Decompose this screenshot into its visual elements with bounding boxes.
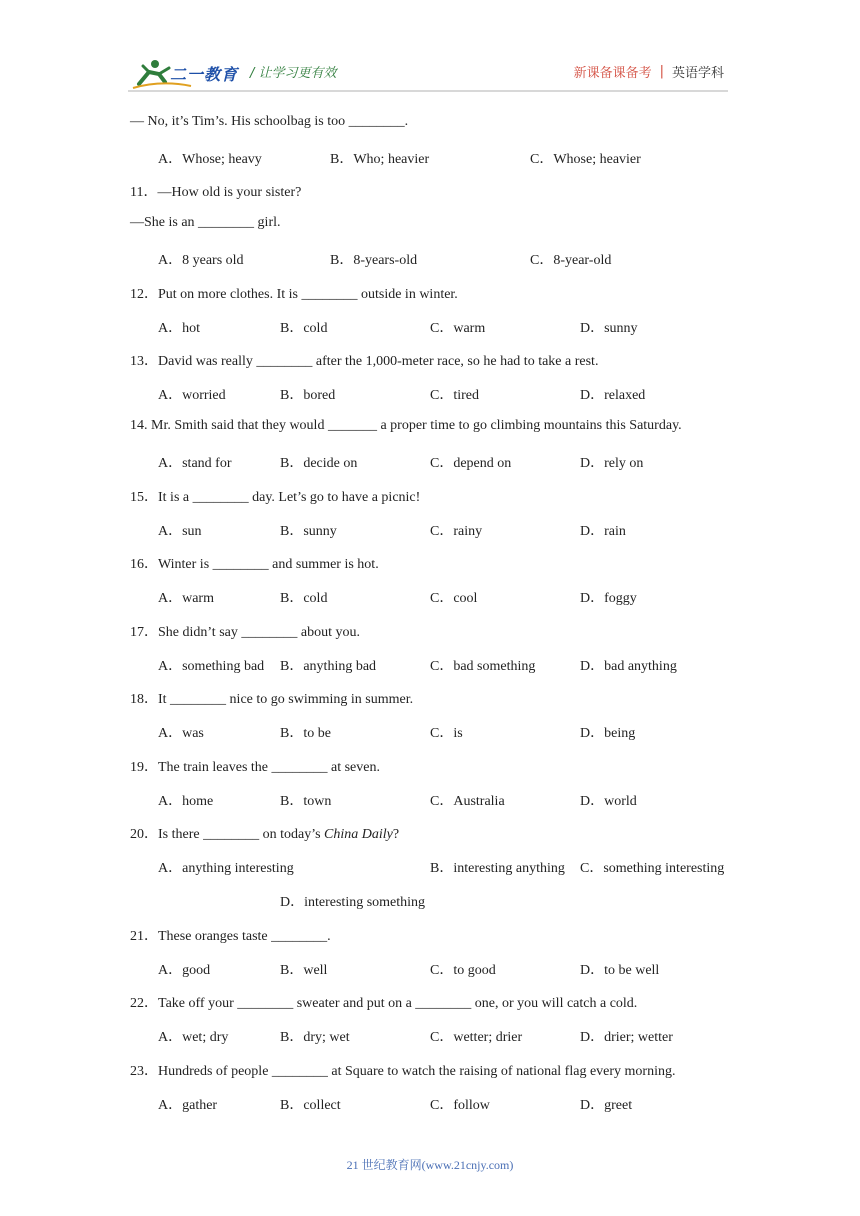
option-a: A．home — [158, 794, 214, 809]
option-c: C．Whose; heavier — [530, 152, 641, 167]
option-b: B．interesting anything — [430, 861, 565, 876]
option-c: C．tired — [430, 388, 479, 403]
option-d: D．foggy — [580, 591, 637, 606]
option-a: A．stand for — [158, 456, 232, 471]
option-b: B．8-years-old — [330, 253, 418, 268]
option-b: B．town — [280, 794, 332, 809]
option-c: C．rainy — [430, 524, 483, 539]
option-d: D．rely on — [580, 456, 644, 471]
option-b: B．cold — [280, 591, 328, 606]
question-stem: 17．She didn’t say ________ about you. — [130, 625, 360, 640]
question-stem: 14. Mr. Smith said that they would _______ a proper time to go climbing mountains this Saturday. — [130, 418, 682, 433]
option-b: B．bored — [280, 388, 336, 403]
slogan: / 让学习更有效 — [250, 66, 337, 81]
option-c: C．8-year-old — [530, 253, 612, 268]
option-d: D．greet — [580, 1098, 633, 1113]
option-b: B．Who; heavier — [330, 152, 430, 167]
option-d: D．world — [580, 794, 637, 809]
question-stem: 15．It is a ________ day. Let’s go to have a picnic! — [130, 490, 421, 505]
option-b: B．anything bad — [280, 659, 377, 674]
option-c: C．warm — [430, 321, 486, 336]
question-stem: 18．It ________ nice to go swimming in summer. — [130, 692, 414, 707]
option-b: B．dry; wet — [280, 1030, 350, 1045]
option-a: A．8 years old — [158, 253, 244, 268]
stem-text-end: ? — [392, 827, 400, 842]
option-d: D．drier; wetter — [580, 1030, 673, 1045]
option-c: C．wetter; drier — [430, 1030, 523, 1045]
option-c: C．Australia — [430, 794, 505, 809]
header-tag: 新课备课备考 — [573, 66, 652, 81]
question-stem: 21．These oranges taste ________. — [130, 929, 331, 944]
option-d: D．being — [580, 726, 636, 741]
option-a: A．anything interesting — [158, 861, 294, 876]
question-stem — [130, 823, 399, 843]
option-b: B．to be — [280, 726, 331, 741]
option-b: B．collect — [280, 1098, 341, 1113]
subject-label: 英语学科 — [671, 66, 724, 81]
option-a: A．hot — [158, 321, 200, 336]
option-d: D．to be well — [580, 963, 660, 978]
option-d: D．interesting something — [280, 895, 426, 910]
option-b: B．decide on — [280, 456, 358, 471]
question-stem: 11．—How old is your sister? — [130, 185, 302, 200]
option-d: D．relaxed — [580, 388, 646, 403]
option-d: D．rain — [580, 524, 626, 539]
question-stem: 16．Winter is ________ and summer is hot. — [130, 557, 379, 572]
option-c: C．is — [430, 726, 463, 741]
option-a: A．warm — [158, 591, 214, 606]
question-stem: 23．Hundreds of people ________ at Square to watch the raising of national flag every morning. — [130, 1064, 676, 1079]
header-rule — [128, 90, 728, 92]
stem-italic: China Daily — [324, 827, 393, 842]
option-c: C．depend on — [430, 456, 512, 471]
option-c: C．something interesting — [580, 861, 725, 876]
option-a: A．Whose; heavy — [158, 152, 262, 167]
page-footer[interactable]: 21 世纪教育网(www.21cnjy.com) — [346, 1158, 514, 1172]
header-separator: | — [659, 64, 664, 79]
option-a: A．good — [158, 963, 211, 978]
option-c: C．bad something — [430, 659, 536, 674]
option-c: C．follow — [430, 1098, 490, 1113]
question-stem: 12．Put on more clothes. It is ________ outside in winter. — [130, 287, 458, 302]
logo-text: 二一教育 — [170, 65, 239, 84]
page-header — [0, 0, 860, 100]
option-d: D．sunny — [580, 321, 638, 336]
option-a: A．gather — [158, 1098, 218, 1113]
option-d: D．bad anything — [580, 659, 677, 674]
option-c: C．to good — [430, 963, 496, 978]
question-stem: 13．David was really ________ after the 1,000-meter race, so he had to take a rest. — [130, 354, 599, 369]
stem-text: 20．Is there ________ on today’s — [130, 827, 325, 842]
option-a: A．worried — [158, 388, 226, 403]
option-a: A．was — [158, 726, 204, 741]
header-right — [574, 62, 724, 81]
option-b: B．cold — [280, 321, 328, 336]
question-stem: — No, it’s Tim’s. His schoolbag is too ________. — [130, 114, 409, 129]
option-a: A．something bad — [158, 659, 265, 674]
option-b: B．well — [280, 963, 328, 978]
option-c: C．cool — [430, 591, 478, 606]
option-b: B．sunny — [280, 524, 337, 539]
question-stem: 19．The train leaves the ________ at seven. — [130, 760, 380, 775]
option-a: A．sun — [158, 524, 202, 539]
option-a: A．wet; dry — [158, 1030, 229, 1045]
question-stem-line2: —She is an ________ girl. — [130, 215, 281, 230]
question-stem: 22．Take off your ________ sweater and put on a ________ one, or you will catch a cold. — [130, 996, 638, 1011]
